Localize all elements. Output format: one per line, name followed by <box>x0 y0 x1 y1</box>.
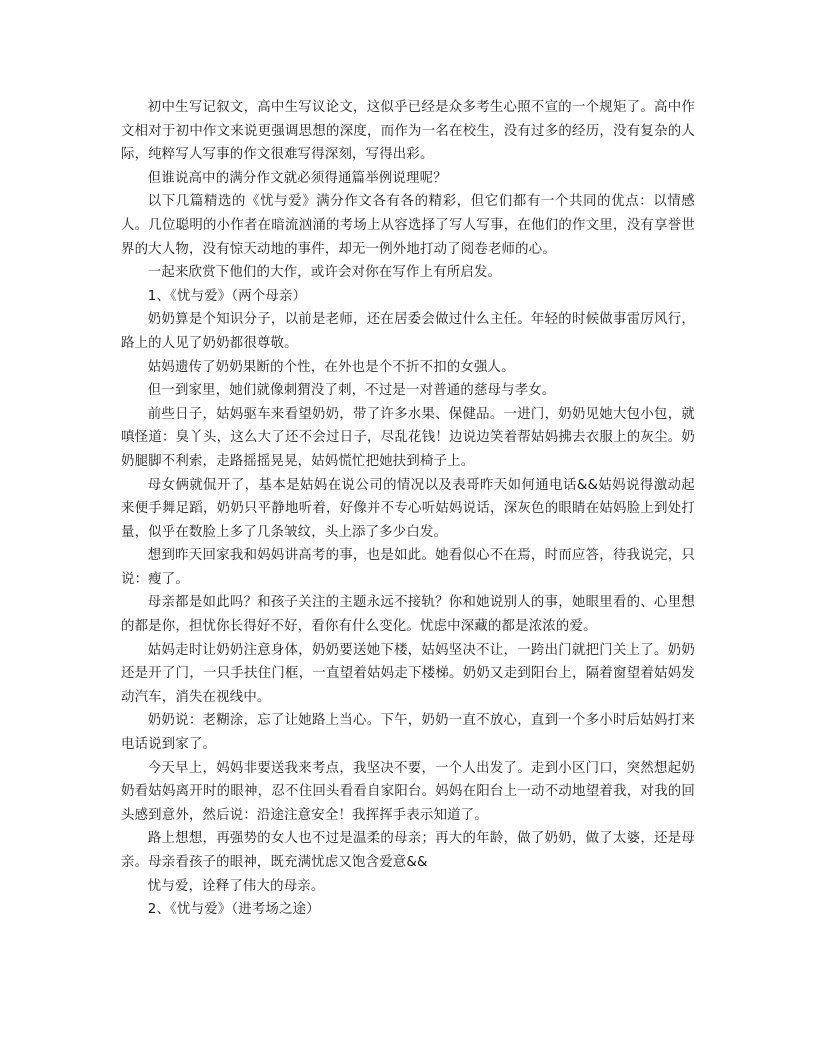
paragraph: 前些日子，姑妈驱车来看望奶奶，带了许多水果、保健品。一进门，奶奶见她大包小包，就嗔怪道：臭丫头，这么大了还不会过日子，尽乱花钱！边说边笑着帮姑妈拂去衣服上的灰尘。奶奶腿脚不利索，走路摇摇晃晃，姑妈慌忙把她扶到椅子上。 <box>121 406 695 469</box>
paragraph: 今天早上，妈妈非要送我来考点，我坚决不要，一个人出发了。走到小区门口，突然想起奶奶看姑妈离开时的眼神，忍不住回头看看自家阳台。妈妈在阳台上一动不动地望着我，对我的回头感到意外，然后说：沿途注意安全！我挥挥手表示知道了。 <box>121 760 695 823</box>
paragraph: 奶奶说：老糊涂，忘了让她路上当心。下午，奶奶一直不放心，直到一个多小时后姑妈打来电话说到家了。 <box>121 713 695 753</box>
essay-heading-2: 2、《忧与爱》（进考场之途） <box>147 902 320 918</box>
article-body <box>121 96 695 922</box>
essay-heading-1: 1、《忧与爱》（两个母亲） <box>147 288 307 304</box>
paragraph: 但一到家里，她们就像刺猬没了刺，不过是一对普通的慈母与孝女。 <box>147 383 556 399</box>
paragraph: 忧与爱，诠释了伟大的母亲。 <box>147 878 325 894</box>
paragraph-invitation: 一起来欣赏下他们的大作，或许会对你在写作上有所启发。 <box>147 265 502 281</box>
paragraph: 路上想想，再强势的女人也不过是温柔的母亲；再大的年龄，做了奶奶，做了太婆，还是母亲。母亲看孩子的眼神，既充满忧虑又饱含爱意&& <box>121 831 695 870</box>
paragraph: 奶奶算是个知识分子，以前是老师，还在居委会做过什么主任。年轻的时候做事雷厉风行，路上的人见了奶奶都很尊敬。 <box>121 312 695 351</box>
paragraph: 姑妈遗传了奶奶果断的个性，在外也是个不折不扣的女强人。 <box>147 359 515 375</box>
paragraph-intro: 初中生写记叙文，高中生写议论文，这似乎已经是众多考生心照不宣的一个规矩了。高中作文相对于初中作文来说更强调思想的深度，而作为一名在校生，没有过多的经历，没有复杂的人际，纯粹写人写事的作文很难写得深刻，写得出彩。 <box>121 100 695 163</box>
paragraph: 母亲都是如此吗？和孩子关注的主题永远不接轨？你和她说别人的事，她眼里看的、心里想的都是你，担忧你长得好不好，看你有什么变化。忧虑中深藏的都是浓浓的爱。 <box>121 595 695 635</box>
paragraph: 想到昨天回家我和妈妈讲高考的事，也是如此。她看似心不在焉，时而应答，待我说完，只说：瘦了。 <box>121 548 695 587</box>
paragraph: 母女俩就侃开了，基本是姑妈在说公司的情况以及表哥昨天如何通电话&&姑妈说得激动起来便手舞足蹈，奶奶只平静地听着，好像并不专心听姑妈说话，深灰色的眼睛在姑妈脸上到处打量，似乎在数脸上多了几条皱纹，头上添了多少白发。 <box>121 477 695 540</box>
paragraph: 姑妈走时让奶奶注意身体，奶奶要送她下楼，姑妈坚决不让，一跨出门就把门关上了。奶奶还是开了门，一只手扶住门框，一直望着姑妈走下楼梯。奶奶又走到阳台上，隔着窗望着姑妈发动汽车，消失在视线中。 <box>121 642 695 705</box>
paragraph-question: 但谁说高中的满分作文就必须得通篇举例说理呢？ <box>147 170 447 186</box>
paragraph-overview: 以下几篇精选的《忧与爱》满分作文各有各的精彩，但它们都有一个共同的优点：以情感人。几位聪明的小作者在暗流汹涌的考场上从容选择了写人写事，在他们的作文里，没有享誉世界的大人物，没有惊天动地的事件，却无一例外地打动了阅卷老师的心。 <box>121 194 695 257</box>
